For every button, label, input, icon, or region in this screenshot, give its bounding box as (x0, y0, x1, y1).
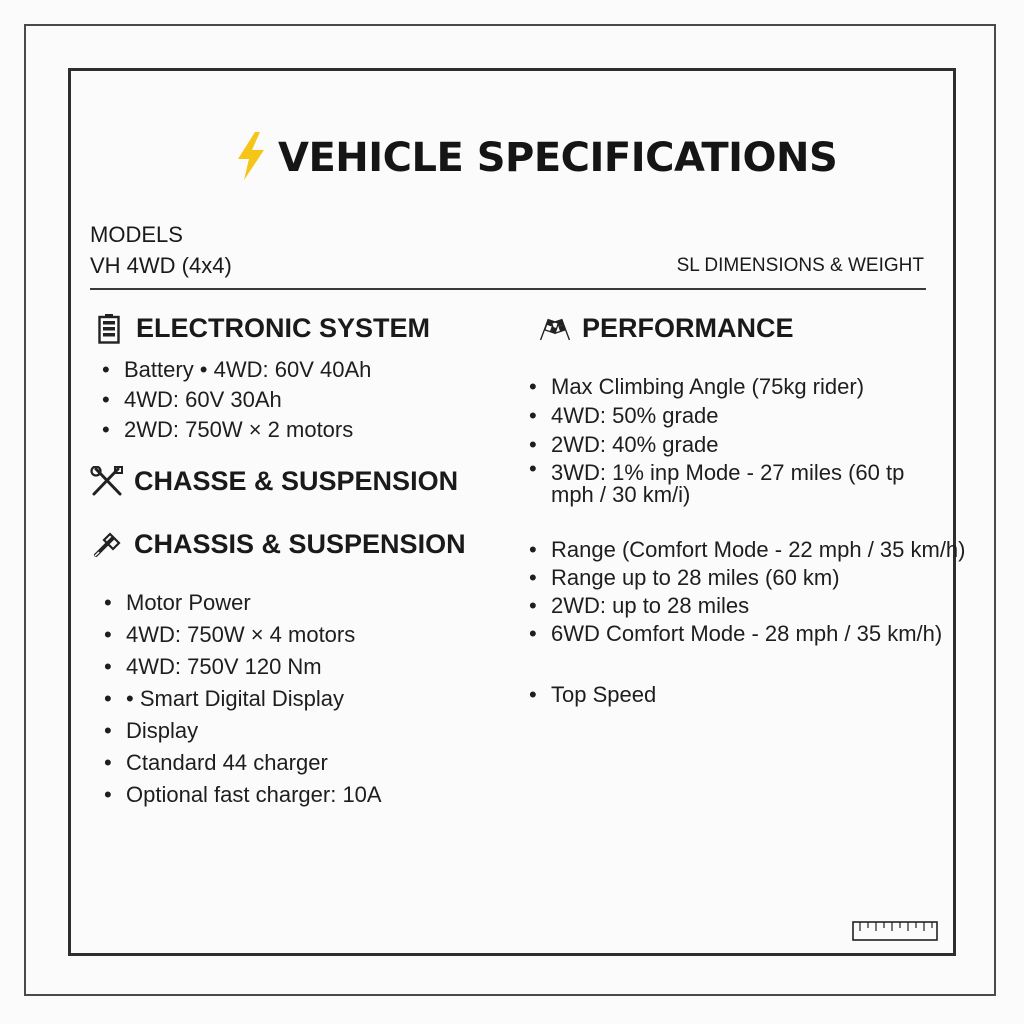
chasse-suspension-title: CHASSE & SUSPENSION (134, 466, 459, 496)
checkered-flag-icon (538, 314, 572, 344)
list-item: • 4WD: 750V 120 Nm (102, 651, 382, 683)
page-title (236, 128, 837, 188)
electronic-system-header (92, 313, 430, 344)
list-item: • Battery • 4WD: 60V 40Ah (100, 355, 371, 385)
list-item: • 3WD: 1% inp Mode - 27 miles (60 tp mph / 30 km/i) (527, 458, 911, 510)
list-item: • 2WD: 40% grade (527, 430, 864, 459)
list-item: • Ctandard 44 charger (102, 747, 382, 779)
models-value: VH 4WD (4x4) (90, 253, 232, 278)
chassis-suspension-title: CHASSIS & SUSPENSION (134, 529, 466, 559)
list-item: • Optional fast charger: 10A (102, 779, 382, 811)
chassis-suspension-list (102, 587, 382, 811)
climbing-list (527, 372, 864, 459)
dimensions-header: SL DIMENSIONS & WEIGHT (676, 255, 924, 276)
chasse-suspension-header (90, 466, 458, 497)
lightning-icon (236, 132, 266, 185)
list-item: • Motor Power (102, 587, 382, 619)
performance-header (538, 313, 794, 344)
list-item: • Range (Comfort Mode - 22 mph / 35 km/h) (527, 536, 966, 564)
list-item: • 4WD: 60V 30Ah (100, 385, 371, 415)
list-item: • 2WD: up to 28 miles (527, 592, 966, 620)
models-label: MODELS (90, 222, 183, 247)
wrench-icon (90, 530, 124, 560)
climbing-wrapped-list (527, 458, 911, 510)
list-item: • Max Climbing Angle (75kg rider) (527, 372, 864, 401)
tools-icon (90, 467, 124, 497)
range-list (527, 536, 966, 648)
battery-icon (92, 314, 126, 344)
document-border (68, 68, 956, 956)
list-item: • Display (102, 715, 382, 747)
list-item: • Range up to 28 miles (60 km) (527, 564, 966, 592)
ruler-icon (852, 921, 938, 946)
speed-list (527, 680, 656, 710)
chassis-suspension-header (90, 529, 466, 560)
performance-title: PERFORMANCE (582, 313, 794, 343)
list-item: • 4WD: 50% grade (527, 401, 864, 430)
electronic-system-list (100, 355, 371, 445)
header-divider (90, 288, 926, 290)
list-item: • • Smart Digital Display (102, 683, 382, 715)
list-item: • 6WD Comfort Mode - 28 mph / 35 km/h) (527, 620, 966, 648)
list-item: • 2WD: 750W × 2 motors (100, 415, 371, 445)
list-item: • 4WD: 750W × 4 motors (102, 619, 382, 651)
page-title-text: VEHICLE SPECIFICATIONS (278, 135, 838, 181)
list-item: • Top Speed (527, 680, 656, 710)
electronic-system-title: ELECTRONIC SYSTEM (136, 313, 431, 343)
